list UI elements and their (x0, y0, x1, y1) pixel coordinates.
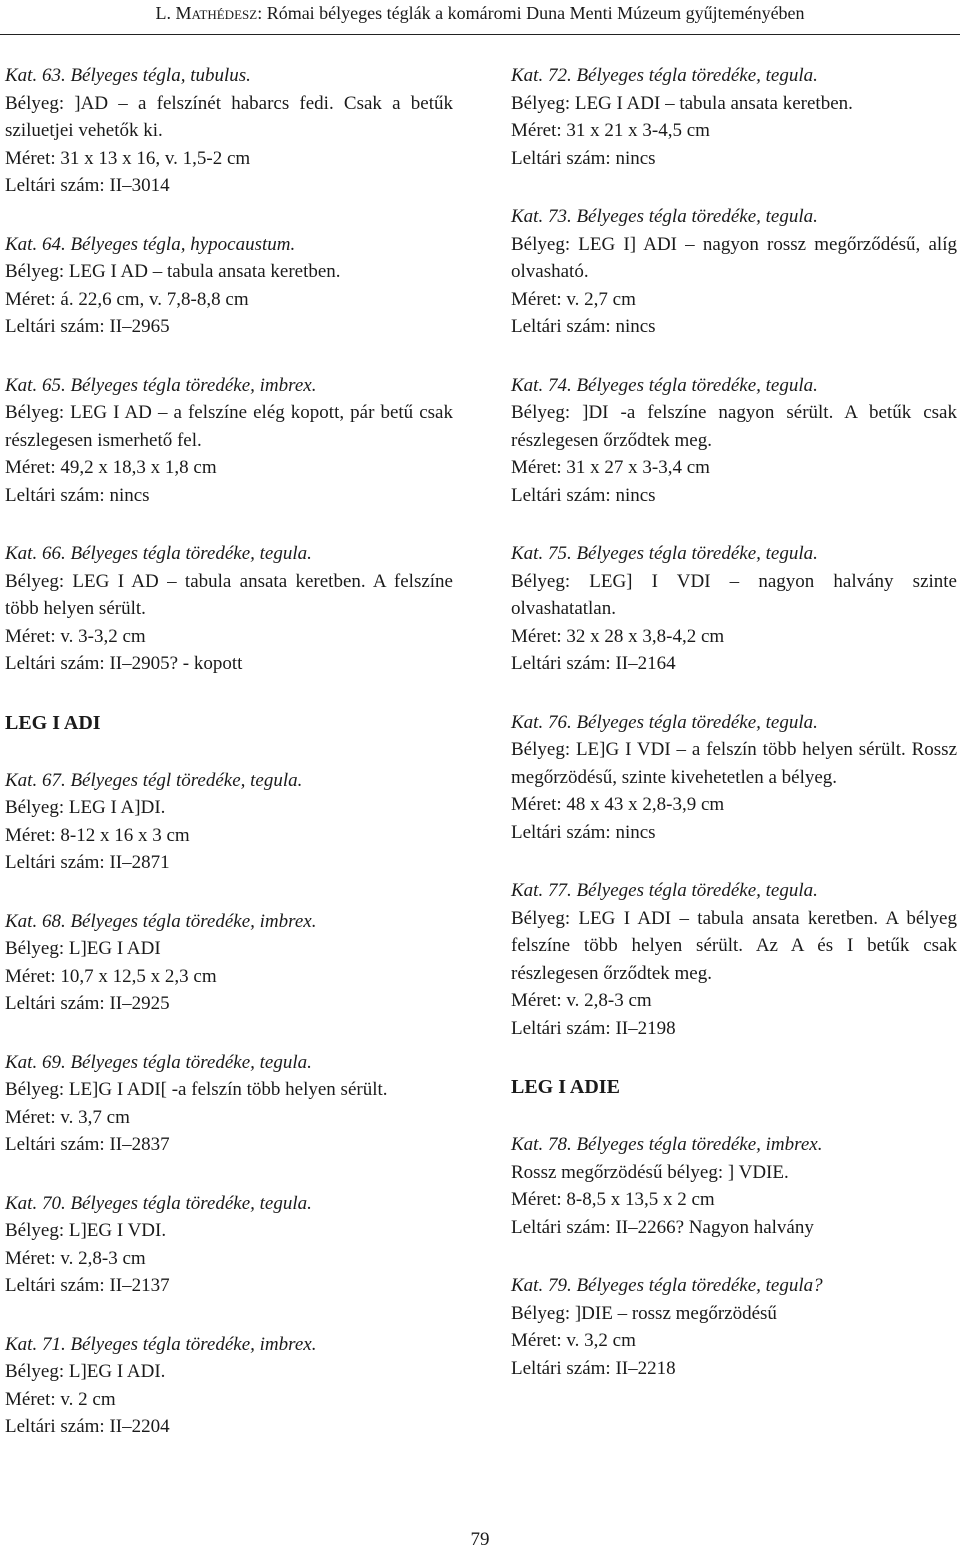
section-heading: LEG I ADIE (511, 1076, 620, 1098)
entry-size: Méret: á. 22,6 cm, v. 7,8-8,8 cm (5, 288, 249, 310)
catalog-entry (5, 540, 453, 678)
entry-inventory: Leltári szám: nincs (511, 147, 656, 169)
entry-inventory: Leltári szám: nincs (511, 484, 656, 506)
entry-stamp: Bélyeg: LEG I AD – tabula ansata keretben. A felszíne több helyen sérült. (5, 570, 453, 619)
entry-inventory: Leltári szám: nincs (5, 484, 150, 506)
entry-inventory: Leltári szám: nincs (511, 316, 656, 337)
entry-stamp: Bélyeg: ]DI -a felszíne nagyon sérült. A betűk csak részlegesen őrződtek meg. (511, 402, 957, 451)
page-number: 79 (470, 1529, 490, 1550)
catalog-entry (511, 709, 957, 847)
entry-size: Méret: 32 x 28 x 3,8-4,2 cm (511, 625, 725, 647)
entry-size: Méret: 48 x 43 x 2,8-3,9 cm (511, 794, 725, 815)
entry-title: Kat. 69. Bélyeges tégla töredéke, tegula. (5, 1051, 312, 1073)
entry-inventory: Leltári szám: II–3014 (5, 175, 170, 196)
entry-title: Kat. 70. Bélyeges tégla töredéke, tegula. (5, 1192, 312, 1214)
catalog-entry (511, 540, 957, 678)
entry-title: Kat. 76. Bélyeges tégla töredéke, tegula. (511, 711, 818, 733)
entry-stamp: Bélyeg: LEG] I VDI – nagyon halvány szinte olvashatatlan. (511, 570, 957, 619)
entry-inventory: Leltári szám: II–2204 (5, 1416, 170, 1437)
entry-size: Méret: 31 x 13 x 16, v. 1,5-2 cm (5, 147, 251, 169)
entry-size: Méret: 8-8,5 x 13,5 x 2 cm (511, 1189, 715, 1210)
header-author-initial: L. (155, 3, 176, 23)
catalog-entry (511, 1272, 957, 1382)
section-heading: LEG I ADI (5, 711, 101, 734)
entry-title: Kat. 72. Bélyeges tégla töredéke, tegula. (511, 65, 818, 86)
entry-stamp: Bélyeg: ]DIE – rossz megőrzödésű (511, 1302, 777, 1324)
entry-title: Kat. 63. Bélyeges tégla, tubulus. (5, 65, 251, 86)
catalog-entry (511, 1131, 957, 1241)
entry-title: Kat. 68. Bélyeges tégla töredéke, imbrex. (5, 910, 317, 932)
entry-stamp: Bélyeg: LEG I A]DI. (5, 797, 166, 818)
catalog-entry (511, 203, 957, 341)
entry-stamp: Bélyeg: L]EG I ADI. (5, 1361, 166, 1382)
entry-size: Méret: 31 x 27 x 3-3,4 cm (511, 457, 710, 478)
entry-inventory: Leltári szám: nincs (511, 821, 656, 843)
running-header (0, 0, 960, 27)
entry-title: Kat. 65. Bélyeges tégla töredéke, imbrex. (5, 374, 317, 396)
header-title: : Római bélyeges téglák a komáromi Duna Menti Múzeum gyűjteményében (257, 3, 805, 23)
entry-title: Kat. 67. Bélyeges tégl töredéke, tegula. (5, 769, 303, 791)
catalog-entry (5, 1331, 453, 1441)
entry-inventory: Leltári szám: II–2965 (5, 316, 170, 337)
catalog-entry (5, 231, 453, 341)
catalog-entry (5, 767, 453, 877)
entry-size: Méret: 31 x 21 x 3-4,5 cm (511, 120, 710, 141)
catalog-entry (5, 372, 453, 510)
catalog-entry (511, 62, 957, 172)
entry-stamp: Bélyeg: LEG I AD – a felszíne elég kopott, pár betű csak részlegesen ismerhető fel. (5, 402, 453, 451)
left-column (5, 62, 453, 1472)
right-column (511, 62, 957, 1413)
entry-title: Kat. 64. Bélyeges tégla, hypocaustum. (5, 233, 296, 255)
entry-title: Kat. 66. Bélyeges tégla töredéke, tegula. (5, 543, 312, 564)
catalog-entry (511, 372, 957, 510)
catalog-entry (5, 1049, 453, 1159)
entry-size: Méret: 49,2 x 18,3 x 1,8 cm (5, 457, 217, 478)
entry-size: Méret: v. 3-3,2 cm (5, 625, 146, 647)
entry-stamp: Rossz megőrzödésű bélyeg: ] VDIE. (511, 1161, 789, 1183)
header-author-surname: Mathédesz (175, 3, 258, 23)
entry-inventory: Leltári szám: II–2925 (5, 993, 170, 1014)
entry-stamp: Bélyeg: LEG I ADI – tabula ansata keretben. A bélyeg felszíne több helyen sérült. Az A és I betűk csak részlegesen őrződtek meg. (511, 907, 957, 984)
entry-inventory: Leltári szám: II–2837 (5, 1134, 170, 1155)
entry-stamp: Bélyeg: LE]G I VDI – a felszín több helyen sérült. Rossz megőrzödésű, szinte kivehetetlen a bélyeg. (511, 739, 957, 788)
catalog-entry (5, 62, 453, 200)
entry-title: Kat. 71. Bélyeges tégla töredéke, imbrex. (5, 1333, 317, 1355)
entry-inventory: Leltári szám: II–2905? - kopott (5, 653, 243, 674)
entry-inventory: Leltári szám: II–2266? Nagyon halvány (511, 1216, 814, 1238)
entry-stamp: Bélyeg: L]EG I VDI. (5, 1220, 167, 1241)
entry-size: Méret: v. 2 cm (5, 1388, 116, 1410)
catalog-entry (5, 1190, 453, 1300)
entry-size: Méret: v. 2,7 cm (511, 288, 636, 310)
entry-inventory: Leltári szám: II–2198 (511, 1017, 676, 1039)
entry-size: Méret: 8-12 x 16 x 3 cm (5, 824, 190, 846)
entry-title: Kat. 73. Bélyeges tégla töredéke, tegula. (511, 206, 818, 227)
entry-inventory: Leltári szám: II–2871 (5, 852, 170, 873)
entry-size: Méret: v. 2,8-3 cm (5, 1247, 146, 1269)
header-rule (0, 34, 960, 35)
entry-inventory: Leltári szám: II–2137 (5, 1275, 170, 1296)
entry-title: Kat. 79. Bélyeges tégla töredéke, tegula? (511, 1275, 823, 1296)
entry-stamp: Bélyeg: ]AD – a felszínét habarcs fedi. Csak a betűk sziluetjei vehetők ki. (5, 92, 453, 141)
entry-stamp: Bélyeg: LEG I ADI – tabula ansata keretben. (511, 92, 853, 114)
entry-title: Kat. 74. Bélyeges tégla töredéke, tegula. (511, 374, 818, 396)
entry-size: Méret: v. 3,2 cm (511, 1330, 636, 1351)
entry-stamp: Bélyeg: LEG I AD – tabula ansata keretben. (5, 261, 341, 282)
entry-inventory: Leltári szám: II–2164 (511, 653, 676, 674)
entry-stamp: Bélyeg: LEG I] ADI – nagyon rossz megőrződésű, alíg olvasható. (511, 233, 957, 282)
catalog-entry (511, 877, 957, 1042)
catalog-entry (5, 908, 453, 1018)
entry-inventory: Leltári szám: II–2218 (511, 1357, 676, 1379)
entry-size: Méret: v. 3,7 cm (5, 1106, 130, 1128)
entry-size: Méret: v. 2,8-3 cm (511, 990, 652, 1011)
entry-stamp: Bélyeg: L]EG I ADI (5, 938, 161, 959)
entry-size: Méret: 10,7 x 12,5 x 2,3 cm (5, 965, 217, 987)
entry-title: Kat. 77. Bélyeges tégla töredéke, tegula. (511, 880, 818, 901)
entry-stamp: Bélyeg: LE]G I ADI[ -a felszín több helyen sérült. (5, 1079, 388, 1100)
entry-title: Kat. 75. Bélyeges tégla töredéke, tegula. (511, 543, 818, 564)
entry-title: Kat. 78. Bélyeges tégla töredéke, imbrex. (511, 1134, 823, 1155)
